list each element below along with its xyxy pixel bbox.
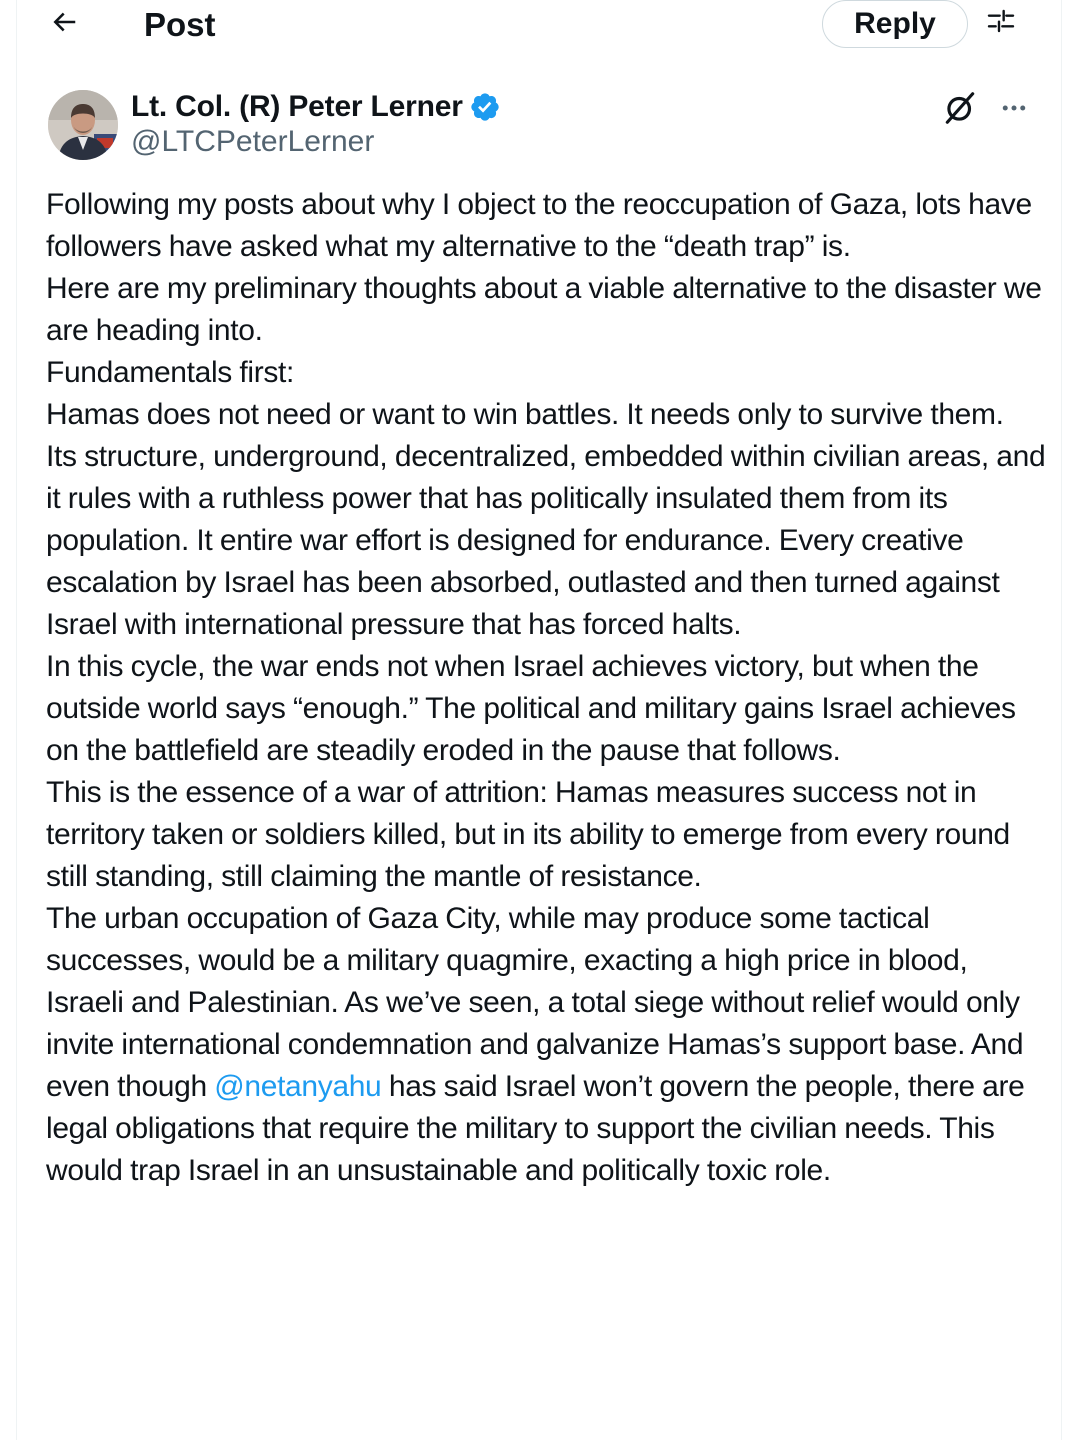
mention-link[interactable]: @netanyahu: [214, 1070, 382, 1103]
post-text: [46, 184, 1046, 1192]
more-options-button[interactable]: [996, 92, 1032, 128]
paragraph-text: has said Israel won’t govern the people, there are legal obligations that require the military to support the civilian needs. This would trap Israel in an unsustainable and politically toxic role.: [46, 1070, 1025, 1187]
author-name[interactable]: Lt. Col. (R) Peter Lerner: [131, 90, 463, 123]
avatar[interactable]: [48, 90, 118, 160]
post-paragraph: Fundamentals first:: [46, 356, 294, 389]
author-name-row[interactable]: [131, 88, 501, 126]
reply-button[interactable]: Reply: [822, 0, 968, 48]
sliders-icon: [985, 5, 1017, 42]
arrow-left-icon: [49, 7, 79, 42]
post-paragraph: Here are my preliminary thoughts about a viable alternative to the disaster we are heading into.: [46, 272, 1042, 347]
post-paragraph: Its structure, underground, decentralized, embedded within civilian areas, and it rules with a ruthless power that has politically insulated them from its population. It entire war effort is designed for endurance. Every creative escalation by Israel has been absorbed, outlasted and then turned against Israel with international pressure that has forced halts.: [46, 440, 1046, 641]
grok-button[interactable]: [940, 90, 980, 130]
grok-icon: [941, 89, 979, 132]
post-paragraph: [46, 898, 1046, 1192]
post-paragraph: This is the essence of a war of attrition: Hamas measures success not in territory taken or soldiers killed, but in its ability to emerge from every round still standing, still claiming the mantle of resistance.: [46, 776, 1010, 893]
post-paragraph: In this cycle, the war ends not when Israel achieves victory, but when the outside world says “enough.” The political and military gains Israel achieves on the battlefield are steadily eroded in the pause that follows.: [46, 650, 1016, 767]
author-handle[interactable]: @LTCPeterLerner: [131, 125, 375, 158]
paragraph-text: The urban occupation of Gaza City, while may produce some tactical successes, would be a military quagmire, exacting a high price in blood, Israeli and Palestinian. As we’ve seen, a total siege without relief would only invite international condemnation and galvanize Hamas’s support base. And even though: [46, 902, 1024, 1103]
back-button[interactable]: [44, 4, 84, 44]
verified-badge-icon[interactable]: [469, 91, 501, 123]
post-paragraph: Following my posts about why I object to the reoccupation of Gaza, lots have followers have asked what my alternative to the “death trap” is.: [46, 188, 1032, 263]
more-dots-icon: [999, 93, 1029, 128]
post-header: [0, 0, 1068, 58]
adjust-button[interactable]: [982, 4, 1020, 42]
post-paragraph: Hamas does not need or want to win battles. It needs only to survive them.: [46, 398, 1004, 431]
page-title: Post: [144, 6, 216, 43]
